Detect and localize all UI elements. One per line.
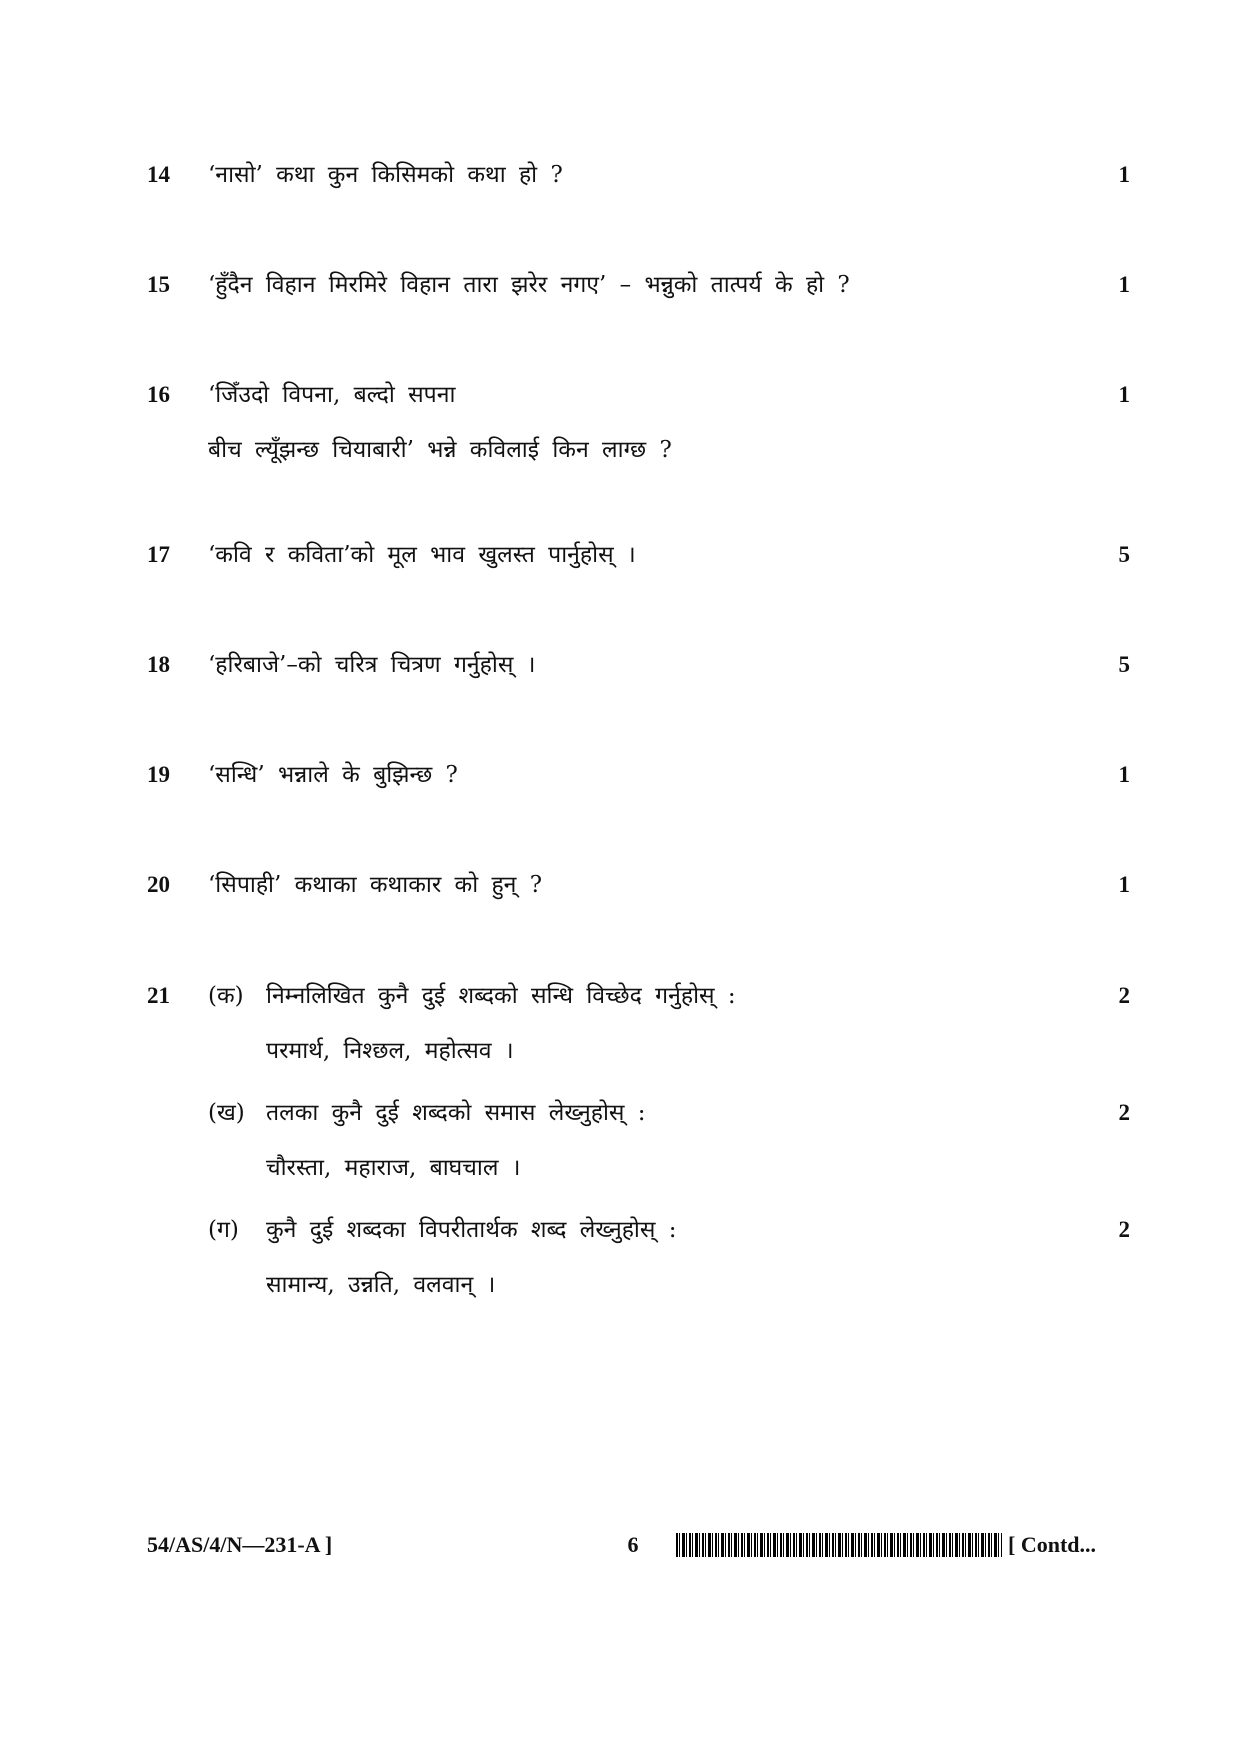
question-text: ‘नासो’ कथा कुन किसिमको कथा हो ?: [208, 162, 563, 188]
subpart-text: कुनै दुई शब्दका विपरीतार्थक शब्द लेख्नुहोस् :: [266, 1217, 677, 1243]
question-marks: 1: [1118, 762, 1130, 787]
subpart-label: (ख): [208, 1100, 245, 1126]
question-21-part-kha: [0, 1093, 1241, 1181]
continued-label: [ Contd...: [1008, 1532, 1097, 1557]
question-number: 14: [147, 162, 170, 187]
subpart-words: चौरस्ता, महाराज, बाघचाल ।: [266, 1155, 521, 1181]
question-marks: 5: [1118, 652, 1130, 677]
barcode-icon: [676, 1533, 1002, 1557]
question-16: [0, 375, 1241, 463]
question-number: 20: [147, 872, 170, 897]
question-18: [0, 645, 1241, 685]
question-21: [0, 976, 1241, 1064]
question-20: [0, 865, 1241, 905]
question-text: ‘जिँउदो विपना, बल्दो सपना: [208, 382, 456, 408]
question-19: [0, 755, 1241, 795]
subpart-text: तलका कुनै दुई शब्दको समास लेख्नुहोस् :: [266, 1100, 646, 1126]
question-17: [0, 535, 1241, 575]
question-number: 16: [147, 382, 170, 407]
question-text: ‘सिपाही’ कथाका कथाकार को हुन् ?: [208, 872, 543, 898]
subpart-marks: 2: [1118, 1217, 1130, 1242]
question-text: ‘सन्धि’ भन्नाले के बुझिन्छ ?: [208, 762, 458, 788]
question-number: 18: [147, 652, 170, 677]
question-14: [0, 155, 1241, 195]
question-marks: 5: [1118, 542, 1130, 567]
subpart-words: सामान्य, उन्नति, वलवान् ।: [266, 1272, 496, 1298]
question-number: 17: [147, 542, 170, 567]
question-text: ‘हरिबाजे’–को चरित्र चित्रण गर्नुहोस् ।: [208, 652, 536, 678]
subpart-text: निम्नलिखित कुनै दुई शब्दको सन्धि विच्छेद गर्नुहोस् :: [266, 983, 736, 1009]
question-marks: 1: [1118, 162, 1130, 187]
question-marks: 1: [1118, 272, 1130, 297]
subpart-marks: 2: [1118, 983, 1130, 1008]
question-15: [0, 265, 1241, 305]
question-marks: 1: [1118, 382, 1130, 407]
question-21-part-ga: [0, 1210, 1241, 1298]
paper-code: 54/AS/4/N—231-A ]: [147, 1532, 333, 1557]
subpart-label: (क): [208, 983, 244, 1009]
question-number: 19: [147, 762, 170, 787]
question-number: 15: [147, 272, 170, 297]
question-marks: 1: [1118, 872, 1130, 897]
question-number: 21: [147, 983, 170, 1008]
page-footer: [0, 1525, 1241, 1565]
subpart-words: परमार्थ, निश्छल, महोत्सव ।: [266, 1038, 514, 1064]
subpart-label: (ग): [208, 1217, 239, 1243]
page-number: 6: [627, 1532, 639, 1557]
question-text: ‘हुँदैन विहान मिरमिरे विहान तारा झरेर नगए’ – भन्नुको तात्पर्य के हो ?: [208, 272, 850, 298]
subpart-marks: 2: [1118, 1100, 1130, 1125]
question-text-line-2: बीच ल्यूँझन्छ चियाबारी’ भन्ने कविलाई किन लाग्छ ?: [208, 437, 672, 463]
question-text: ‘कवि र कविता’को मूल भाव खुलस्त पार्नुहोस् ।: [208, 542, 636, 568]
